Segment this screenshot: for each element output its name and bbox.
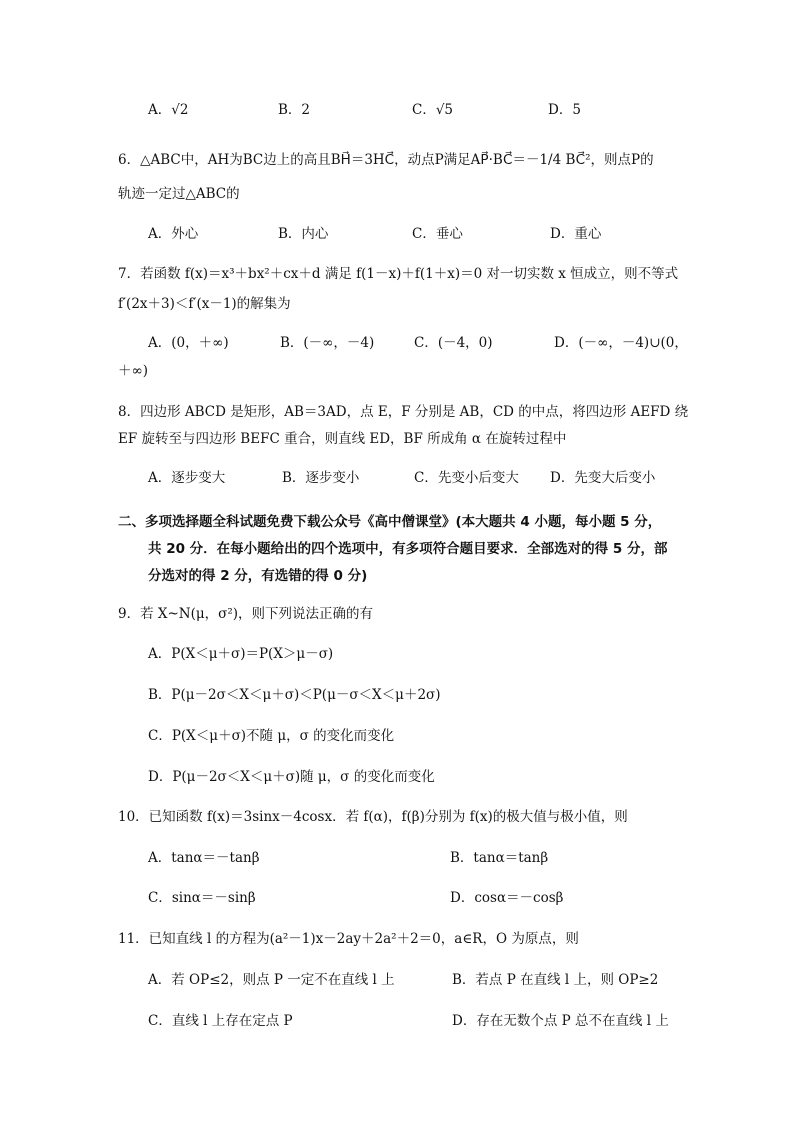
- q10-option-d: D．cosα＝－cosβ: [450, 890, 564, 906]
- q6-option-d: D．重心: [550, 226, 602, 242]
- q6-option-a: A．外心: [148, 226, 199, 242]
- q8-option-d: D．先变大后变小: [550, 470, 656, 486]
- q5-option-c: C．√5: [412, 102, 454, 118]
- q10-option-a: A．tanα＝－tanβ: [148, 850, 260, 866]
- q11-stem: 11．已知直线 l 的方程为(a²－1)x－2ay＋2a²＋2＝0，a∈R，O 为原点，则: [118, 931, 579, 947]
- q10-stem: 10．已知函数 f(x)＝3sinx－4cosx．若 f(α)，f(β)分别为 f(x)的极大值与极小值，则: [118, 809, 628, 825]
- q7-stem-line1: 7．若函数 f(x)＝x³＋bx²＋cx＋d 满足 f(1－x)＋f(1＋x)＝0 对一切实数 x 恒成立，则不等式: [118, 266, 679, 282]
- q9-option-c: C．P(X＜μ＋σ)不随 μ，σ 的变化而变化: [148, 728, 395, 744]
- q7-option-b: B．(－∞，－4): [280, 335, 375, 351]
- section2-heading-line2: 共 20 分．在每小题给出的四个选项中，有多项符合题目要求．全部选对的得 5 分，部: [148, 541, 668, 557]
- section2-heading-line3: 分选对的得 2 分，有选错的得 0 分): [148, 568, 368, 584]
- q8-option-b: B．逐步变小: [282, 470, 360, 486]
- q10-option-c: C．sinα＝－sinβ: [148, 890, 256, 906]
- q11-option-d: D．存在无数个点 P 总不在直线 l 上: [452, 1013, 669, 1029]
- q9-option-a: A．P(X＜μ＋σ)＝P(X＞μ－σ): [148, 646, 334, 662]
- q6-option-c: C．垂心: [412, 226, 463, 242]
- q6-stem-line1: 6．△ABC中，AH为BC边上的高且BH⃗＝3HC⃗，动点P满足AP⃗·BC⃗＝－1/4 BC⃗²，则点P的: [118, 152, 654, 168]
- q7-stem-line2: f′(2x＋3)＜f′(x－1)的解集为: [118, 296, 291, 312]
- q6-stem-line2: 轨迹一定过△ABC的: [118, 186, 240, 202]
- q8-stem-line1: 8．四边形 ABCD 是矩形，AB＝3AD，点 E，F 分别是 AB，CD 的中点，将四边形 AEFD 绕: [118, 404, 689, 420]
- q7-option-c: C．(－4，0): [414, 335, 493, 351]
- q8-option-a: A．逐步变大: [148, 470, 226, 486]
- q5-option-b: B．2: [278, 102, 311, 118]
- q11-option-a: A．若 OP≤2，则点 P 一定不在直线 l 上: [148, 972, 395, 988]
- q6-option-b: B．内心: [278, 226, 329, 242]
- q9-option-d: D．P(μ－2σ＜X＜μ＋σ)随 μ，σ 的变化而变化: [148, 769, 435, 785]
- q5-option-a: A．√2: [148, 102, 189, 118]
- q7-option-d: D．(－∞，－4)∪(0，: [554, 335, 688, 351]
- q7-option-a: A．(0，＋∞): [148, 335, 229, 351]
- q11-option-b: B．若点 P 在直线 l 上，则 OP≥2: [452, 972, 659, 988]
- q9-stem: 9．若 X~N(μ，σ²)，则下列说法正确的有: [118, 606, 374, 622]
- q7-option-d-continued: ＋∞): [118, 363, 149, 379]
- section2-heading-line1: 二、多项选择题全科试题免费下载公众号《高中僧课堂》(本大题共 4 小题，每小题 5 分，: [118, 514, 662, 530]
- q8-stem-line2: EF 旋转至与四边形 BEFC 重合，则直线 ED，BF 所成角 α 在旋转过程中: [118, 431, 567, 447]
- q5-option-d: D．5: [548, 102, 581, 118]
- q11-option-c: C．直线 l 上存在定点 P: [148, 1013, 293, 1029]
- q10-option-b: B．tanα＝tanβ: [450, 850, 549, 866]
- q8-option-c: C．先变小后变大: [414, 470, 519, 486]
- q9-option-b: B．P(μ－2σ＜X＜μ＋σ)＜P(μ－σ＜X＜μ＋2σ): [148, 687, 441, 703]
